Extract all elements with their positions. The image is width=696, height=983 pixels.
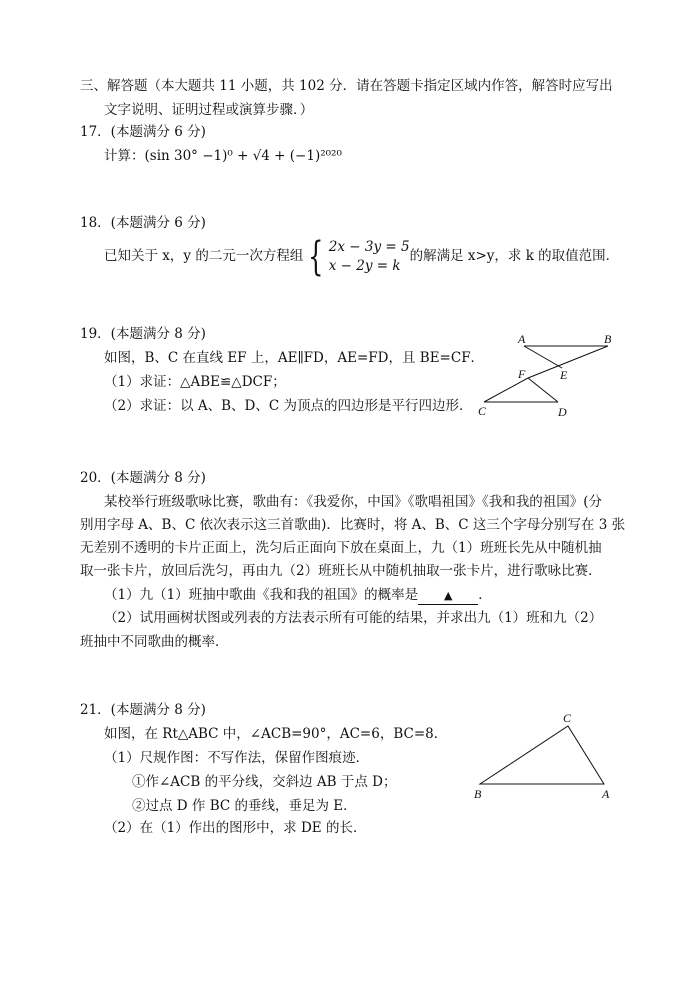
segment-bc-line	[528, 346, 608, 378]
q19-part2: （2）求证：以 A、B、D、C 为顶点的四边形是平行四边形．	[104, 398, 473, 414]
section-title-line2: 文字说明、证明过程或演算步骤．）	[104, 102, 314, 118]
q20-part2a: （2）试用画树状图或列表的方法表示所有可能的结果，并求出九（1）班和九（2）	[104, 610, 603, 626]
q21-sub1: ①作∠ACB 的平分线，交斜边 AB 于点 D；	[132, 774, 397, 790]
segment-fc	[484, 378, 528, 402]
label-e: E	[560, 368, 568, 382]
q17-expression: (sin 30° −1)⁰ + √4 + (−1)²⁰²⁰	[144, 148, 342, 164]
q19-header: 19．(本题满分 8 分)	[80, 326, 206, 342]
q18-after: 的解满足 x>y，求 k 的取值范围．	[409, 248, 620, 264]
q21-header: 21．(本题满分 8 分)	[80, 702, 206, 718]
segment-ae	[524, 346, 562, 368]
q20-header: 20．(本题满分 8 分)	[80, 470, 206, 486]
q20-line4: 取一张卡片，放回后洗匀，再由九（2）班班长从中随机抽取一张卡片，进行歌咏比赛．	[80, 563, 602, 579]
q19-figure	[470, 326, 630, 424]
q20-line1: 某校举行班级歌咏比赛，歌曲有：《我爱你，中国》《歌唱祖国》《我和我的祖国》(分	[104, 494, 603, 510]
label-a: A	[602, 787, 610, 801]
q20-part1-text: （1）九（1）班抽中歌曲《我和我的祖国》的概率是	[104, 587, 419, 603]
q21-part1: （1）尺规作图：不写作法，保留作图痕迹．	[104, 750, 370, 766]
q17-body	[104, 146, 342, 166]
q21-line1: 如图，在 Rt△ABC 中，∠ACB=90°，AC=6，BC=8．	[104, 726, 448, 742]
q17-header: 17．(本题满分 6 分)	[80, 124, 206, 140]
label-b: B	[604, 332, 612, 346]
label-b: B	[474, 787, 482, 801]
q21-triangle-figure	[470, 706, 620, 806]
q18-body	[104, 233, 620, 280]
label-d: D	[558, 405, 567, 419]
q20-part1-end: ．	[478, 587, 492, 603]
q19-line1: 如图，B、C 在直线 EF 上，AE∥FD，AE=FD，且 BE=CF．	[104, 350, 485, 366]
brace-icon: {	[308, 233, 324, 280]
section-title-line1: 三、解答题（本大题共 11 小题，共 102 分．请在答题卡指定区域内作答，解答时应写出	[80, 78, 613, 94]
q18-eq1: 2x − 3y = 5	[328, 238, 410, 255]
q20-part2b: 班抽中不同歌曲的概率．	[80, 634, 229, 650]
q21-part2: （2）在（1）作出的图形中，求 DE 的长．	[104, 820, 367, 836]
label-a: A	[518, 332, 526, 346]
q20-line2: 别用字母 A、B、C 依次表示这三首歌曲)．比赛时，将 A、B、C 这三个字母分别写在 3 张	[80, 517, 626, 533]
label-f: F	[518, 367, 526, 381]
q18-before: 已知关于 x，y 的二元一次方程组	[104, 248, 304, 264]
label-c: C	[478, 404, 487, 418]
answer-blank	[418, 587, 478, 605]
q17-prefix: 计算：	[104, 148, 145, 164]
q18-header: 18．(本题满分 6 分)	[80, 215, 206, 231]
q21-sub2: ②过点 D 作 BC 的垂线，垂足为 E．	[132, 798, 357, 814]
q18-eq2: x − 2y = k	[328, 257, 401, 274]
segment-fd	[528, 378, 558, 402]
q20-part1	[104, 585, 492, 605]
equation-system	[303, 233, 410, 280]
triangle-abc	[480, 726, 604, 784]
label-c: C	[563, 711, 572, 725]
q20-line3: 无差别不透明的卡片正面上，洗匀后正面向下放在桌面上，九（1）班班长先从中随机抽	[80, 540, 602, 556]
triangle-icon: ▲	[443, 589, 453, 602]
q19-part1: （1）求证：△ABE≌△DCF；	[104, 374, 286, 390]
